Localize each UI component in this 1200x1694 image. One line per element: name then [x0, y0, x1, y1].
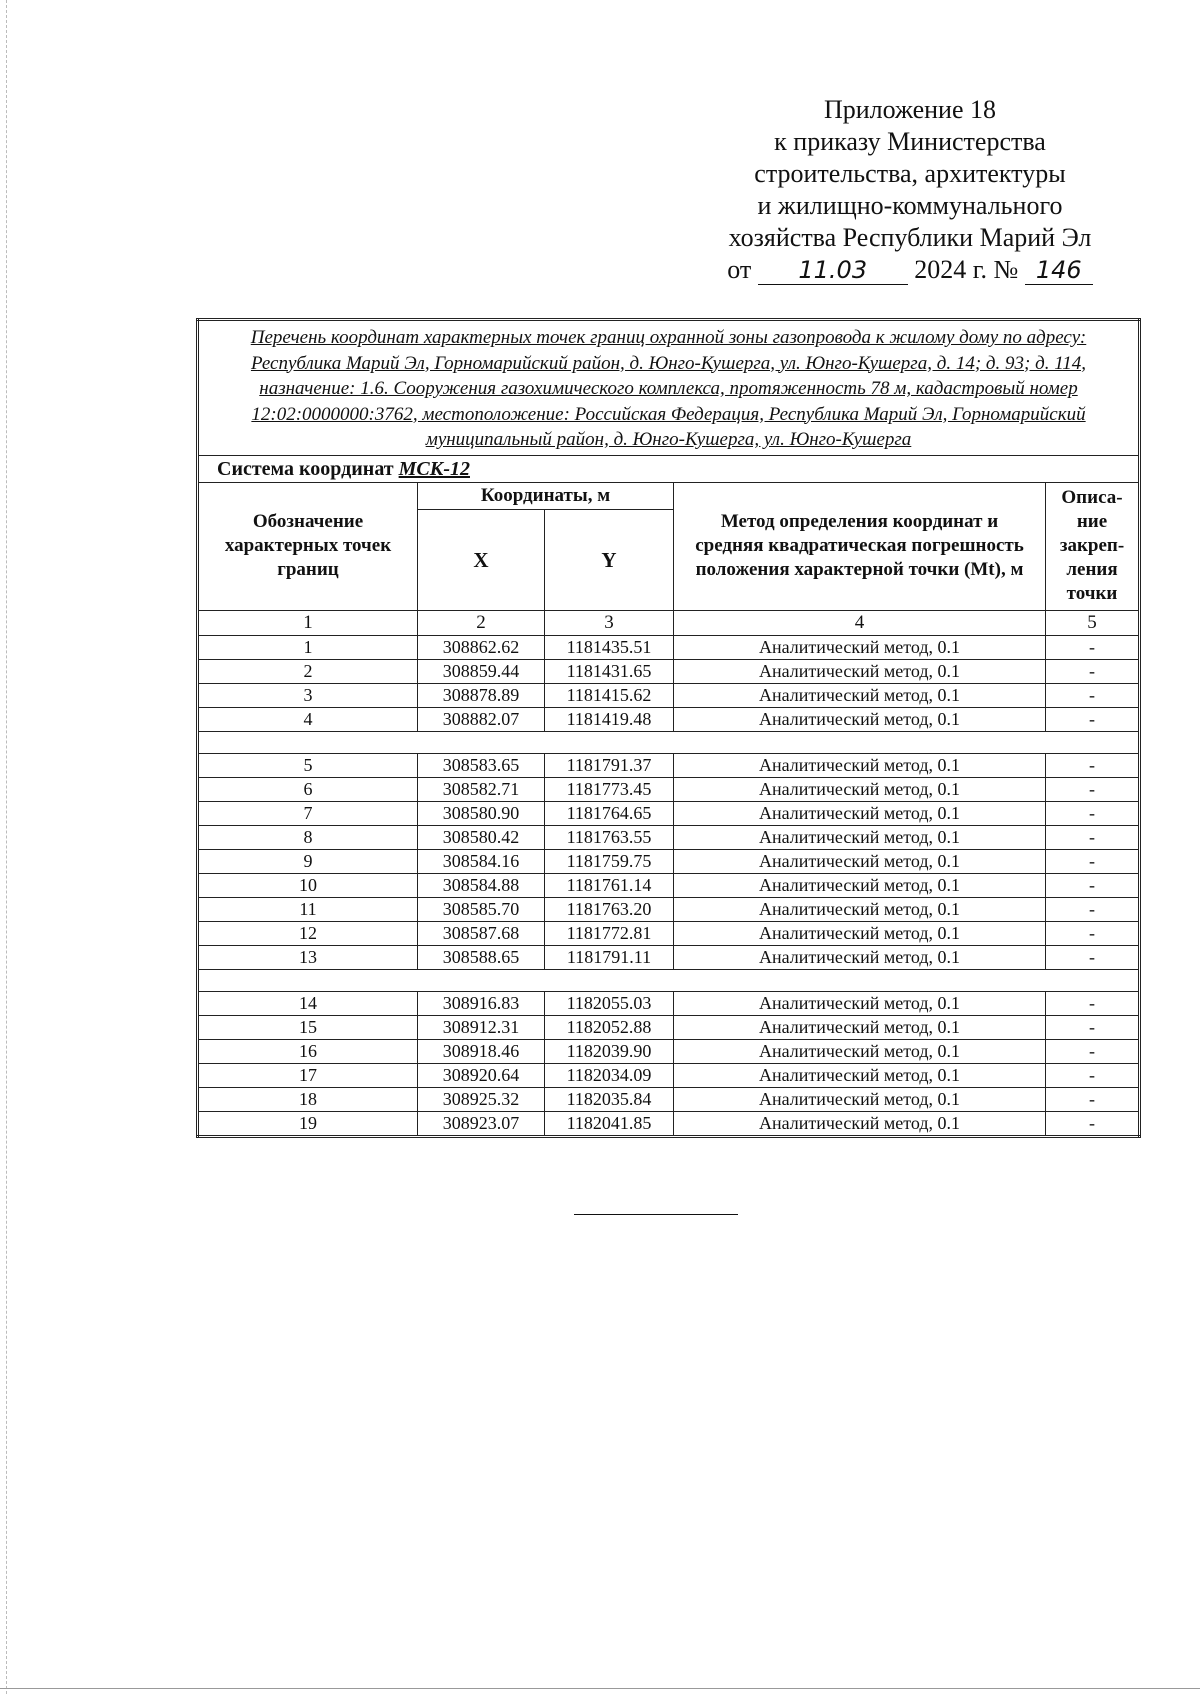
point-id: 5: [198, 753, 418, 777]
coordinate-system: [198, 455, 1140, 482]
header-line: к приказу Министерства: [774, 127, 1046, 156]
header-method: Метод определения координат и средняя квадратическая погрешность положения характерной точки (Mt), м: [674, 482, 1046, 610]
coord-y: 1181772.81: [545, 921, 674, 945]
method-cell: Аналитический метод, 0.1: [674, 873, 1046, 897]
column-number: 2: [418, 610, 545, 635]
method-cell: Аналитический метод, 0.1: [674, 897, 1046, 921]
coord-x: 308583.65: [418, 753, 545, 777]
description-cell: -: [1046, 945, 1140, 969]
description-cell: -: [1046, 1087, 1140, 1111]
description-cell: -: [1046, 777, 1140, 801]
coord-x: 308585.70: [418, 897, 545, 921]
coord-x: 308925.32: [418, 1087, 545, 1111]
point-id: 8: [198, 825, 418, 849]
description-cell: -: [1046, 1015, 1140, 1039]
point-id: 18: [198, 1087, 418, 1111]
method-cell: Аналитический метод, 0.1: [674, 921, 1046, 945]
description-cell: -: [1046, 1039, 1140, 1063]
method-cell: Аналитический метод, 0.1: [674, 1063, 1046, 1087]
point-id: 12: [198, 921, 418, 945]
table-row: [198, 753, 1140, 777]
coord-y: 1181763.20: [545, 897, 674, 921]
point-id: 4: [198, 707, 418, 731]
point-id: 14: [198, 991, 418, 1015]
coord-y: 1182041.85: [545, 1111, 674, 1136]
coord-y: 1182035.84: [545, 1087, 674, 1111]
table-row: [198, 1111, 1140, 1136]
point-id: 16: [198, 1039, 418, 1063]
header-line: строительства, архитектуры: [754, 159, 1066, 188]
coord-y: 1181791.37: [545, 753, 674, 777]
method-cell: Аналитический метод, 0.1: [674, 801, 1046, 825]
point-id: 13: [198, 945, 418, 969]
date-prefix: от: [727, 255, 752, 284]
table-row: [198, 801, 1140, 825]
coord-x: 308916.83: [418, 991, 545, 1015]
coord-y: 1181761.14: [545, 873, 674, 897]
description-cell: -: [1046, 873, 1140, 897]
table-row: [198, 897, 1140, 921]
coord-y: 1181763.55: [545, 825, 674, 849]
header-designation: Обозначение характерных точек границ: [198, 482, 418, 610]
appendix-header: [700, 94, 1120, 286]
table-row: [198, 1063, 1140, 1087]
column-number: 3: [545, 610, 674, 635]
order-date-line: [700, 254, 1120, 286]
group-separator-row: [198, 731, 1140, 753]
year-number-label: 2024 г. №: [914, 255, 1019, 284]
scan-left-edge: [6, 0, 7, 1694]
table-row: [198, 945, 1140, 969]
header-description: Описа-ние закреп-ления точки: [1046, 482, 1140, 610]
method-cell: Аналитический метод, 0.1: [674, 945, 1046, 969]
method-cell: Аналитический метод, 0.1: [674, 1039, 1046, 1063]
description-cell: -: [1046, 683, 1140, 707]
header-line: Приложение 18: [823, 95, 997, 124]
table-row: [198, 635, 1140, 659]
table-row: [198, 777, 1140, 801]
point-id: 11: [198, 897, 418, 921]
coord-y: 1181759.75: [545, 849, 674, 873]
point-id: 9: [198, 849, 418, 873]
group-separator: [198, 731, 1140, 753]
description-cell: -: [1046, 825, 1140, 849]
coord-y: 1182052.88: [545, 1015, 674, 1039]
group-separator: [198, 969, 1140, 991]
table-row: [198, 659, 1140, 683]
method-cell: Аналитический метод, 0.1: [674, 991, 1046, 1015]
description-cell: -: [1046, 659, 1140, 683]
column-number: 5: [1046, 610, 1140, 635]
coord-y: 1181415.62: [545, 683, 674, 707]
table-row: [198, 707, 1140, 731]
point-id: 3: [198, 683, 418, 707]
point-id: 10: [198, 873, 418, 897]
coord-x: 308584.16: [418, 849, 545, 873]
header-line: хозяйства Республики Марий Эл: [728, 223, 1092, 252]
description-cell: -: [1046, 849, 1140, 873]
coord-y: 1182055.03: [545, 991, 674, 1015]
footer-rule: [574, 1214, 738, 1215]
header-row-1: [198, 482, 1140, 509]
coord-y: 1181431.65: [545, 659, 674, 683]
coordinate-system-label: Система координат: [217, 457, 394, 480]
header-x: X: [418, 509, 545, 610]
method-cell: Аналитический метод, 0.1: [674, 635, 1046, 659]
column-numbers-row: [198, 610, 1140, 635]
description-cell: -: [1046, 1063, 1140, 1087]
header-line: и жилищно-коммунального: [757, 191, 1063, 220]
table-row: [198, 873, 1140, 897]
method-cell: Аналитический метод, 0.1: [674, 777, 1046, 801]
column-number: 4: [674, 610, 1046, 635]
coordinate-system-value: МСК-12: [398, 457, 470, 480]
coord-x: 308587.68: [418, 921, 545, 945]
table-row: [198, 921, 1140, 945]
coord-y: 1181773.45: [545, 777, 674, 801]
coord-x: 308580.42: [418, 825, 545, 849]
coordinates-table: [196, 318, 1141, 1138]
coord-x: 308584.88: [418, 873, 545, 897]
handwritten-order-number: 146: [1025, 256, 1093, 285]
coord-x: 308588.65: [418, 945, 545, 969]
header-coordinates: Координаты, м: [418, 482, 674, 509]
method-cell: Аналитический метод, 0.1: [674, 683, 1046, 707]
method-cell: Аналитический метод, 0.1: [674, 1087, 1046, 1111]
coord-y: 1182034.09: [545, 1063, 674, 1087]
description-cell: -: [1046, 801, 1140, 825]
coord-x: 308859.44: [418, 659, 545, 683]
method-cell: Аналитический метод, 0.1: [674, 707, 1046, 731]
coord-y: 1181764.65: [545, 801, 674, 825]
scan-bottom-edge: [0, 1688, 1200, 1689]
description-cell: -: [1046, 1111, 1140, 1136]
point-id: 6: [198, 777, 418, 801]
point-id: 19: [198, 1111, 418, 1136]
table-row: [198, 991, 1140, 1015]
method-cell: Аналитический метод, 0.1: [674, 659, 1046, 683]
method-cell: Аналитический метод, 0.1: [674, 1015, 1046, 1039]
method-cell: Аналитический метод, 0.1: [674, 849, 1046, 873]
caption-row: [198, 320, 1140, 456]
description-cell: -: [1046, 897, 1140, 921]
description-cell: -: [1046, 753, 1140, 777]
method-cell: Аналитический метод, 0.1: [674, 753, 1046, 777]
coord-x: 308580.90: [418, 801, 545, 825]
coord-x: 308912.31: [418, 1015, 545, 1039]
handwritten-date: 11.03: [758, 256, 908, 285]
table-row: [198, 1039, 1140, 1063]
table-row: [198, 1087, 1140, 1111]
column-number: 1: [198, 610, 418, 635]
coord-x: 308862.62: [418, 635, 545, 659]
coord-y: 1182039.90: [545, 1039, 674, 1063]
description-cell: -: [1046, 991, 1140, 1015]
description-cell: -: [1046, 707, 1140, 731]
description-cell: -: [1046, 635, 1140, 659]
point-id: 7: [198, 801, 418, 825]
coord-y: 1181435.51: [545, 635, 674, 659]
header-y: Y: [545, 509, 674, 610]
method-cell: Аналитический метод, 0.1: [674, 1111, 1046, 1136]
coord-x: 308918.46: [418, 1039, 545, 1063]
coord-x: 308882.07: [418, 707, 545, 731]
coord-x: 308920.64: [418, 1063, 545, 1087]
table-row: [198, 825, 1140, 849]
group-separator-row: [198, 969, 1140, 991]
coord-x: 308923.07: [418, 1111, 545, 1136]
point-id: 17: [198, 1063, 418, 1087]
method-cell: Аналитический метод, 0.1: [674, 825, 1046, 849]
description-cell: -: [1046, 921, 1140, 945]
coordinate-system-row: [198, 455, 1140, 482]
table-row: [198, 849, 1140, 873]
point-id: 15: [198, 1015, 418, 1039]
coord-x: 308878.89: [418, 683, 545, 707]
coord-y: 1181791.11: [545, 945, 674, 969]
table-row: [198, 1015, 1140, 1039]
coord-x: 308582.71: [418, 777, 545, 801]
table-row: [198, 683, 1140, 707]
point-id: 2: [198, 659, 418, 683]
coord-y: 1181419.48: [545, 707, 674, 731]
table-caption: Перечень координат характерных точек границ охранной зоны газопровода к жилому дому по адресу: Республика Марий Эл, Горномарийский район, д. Юнго-Кушерга, ул. Юнго-Кушерга, д. 14; д. 93; д. 114, назначение: 1.6. Сооружения газохимического комплекса, протяженность 78 м, кадастровый номер 12:02:0000000:3762, местоположение: Российская Федерация, Республика Марий Эл, Горномарийский муниципальный район, д. Юнго-Кушерга, ул. Юнго-Кушерга: [198, 320, 1140, 456]
point-id: 1: [198, 635, 418, 659]
